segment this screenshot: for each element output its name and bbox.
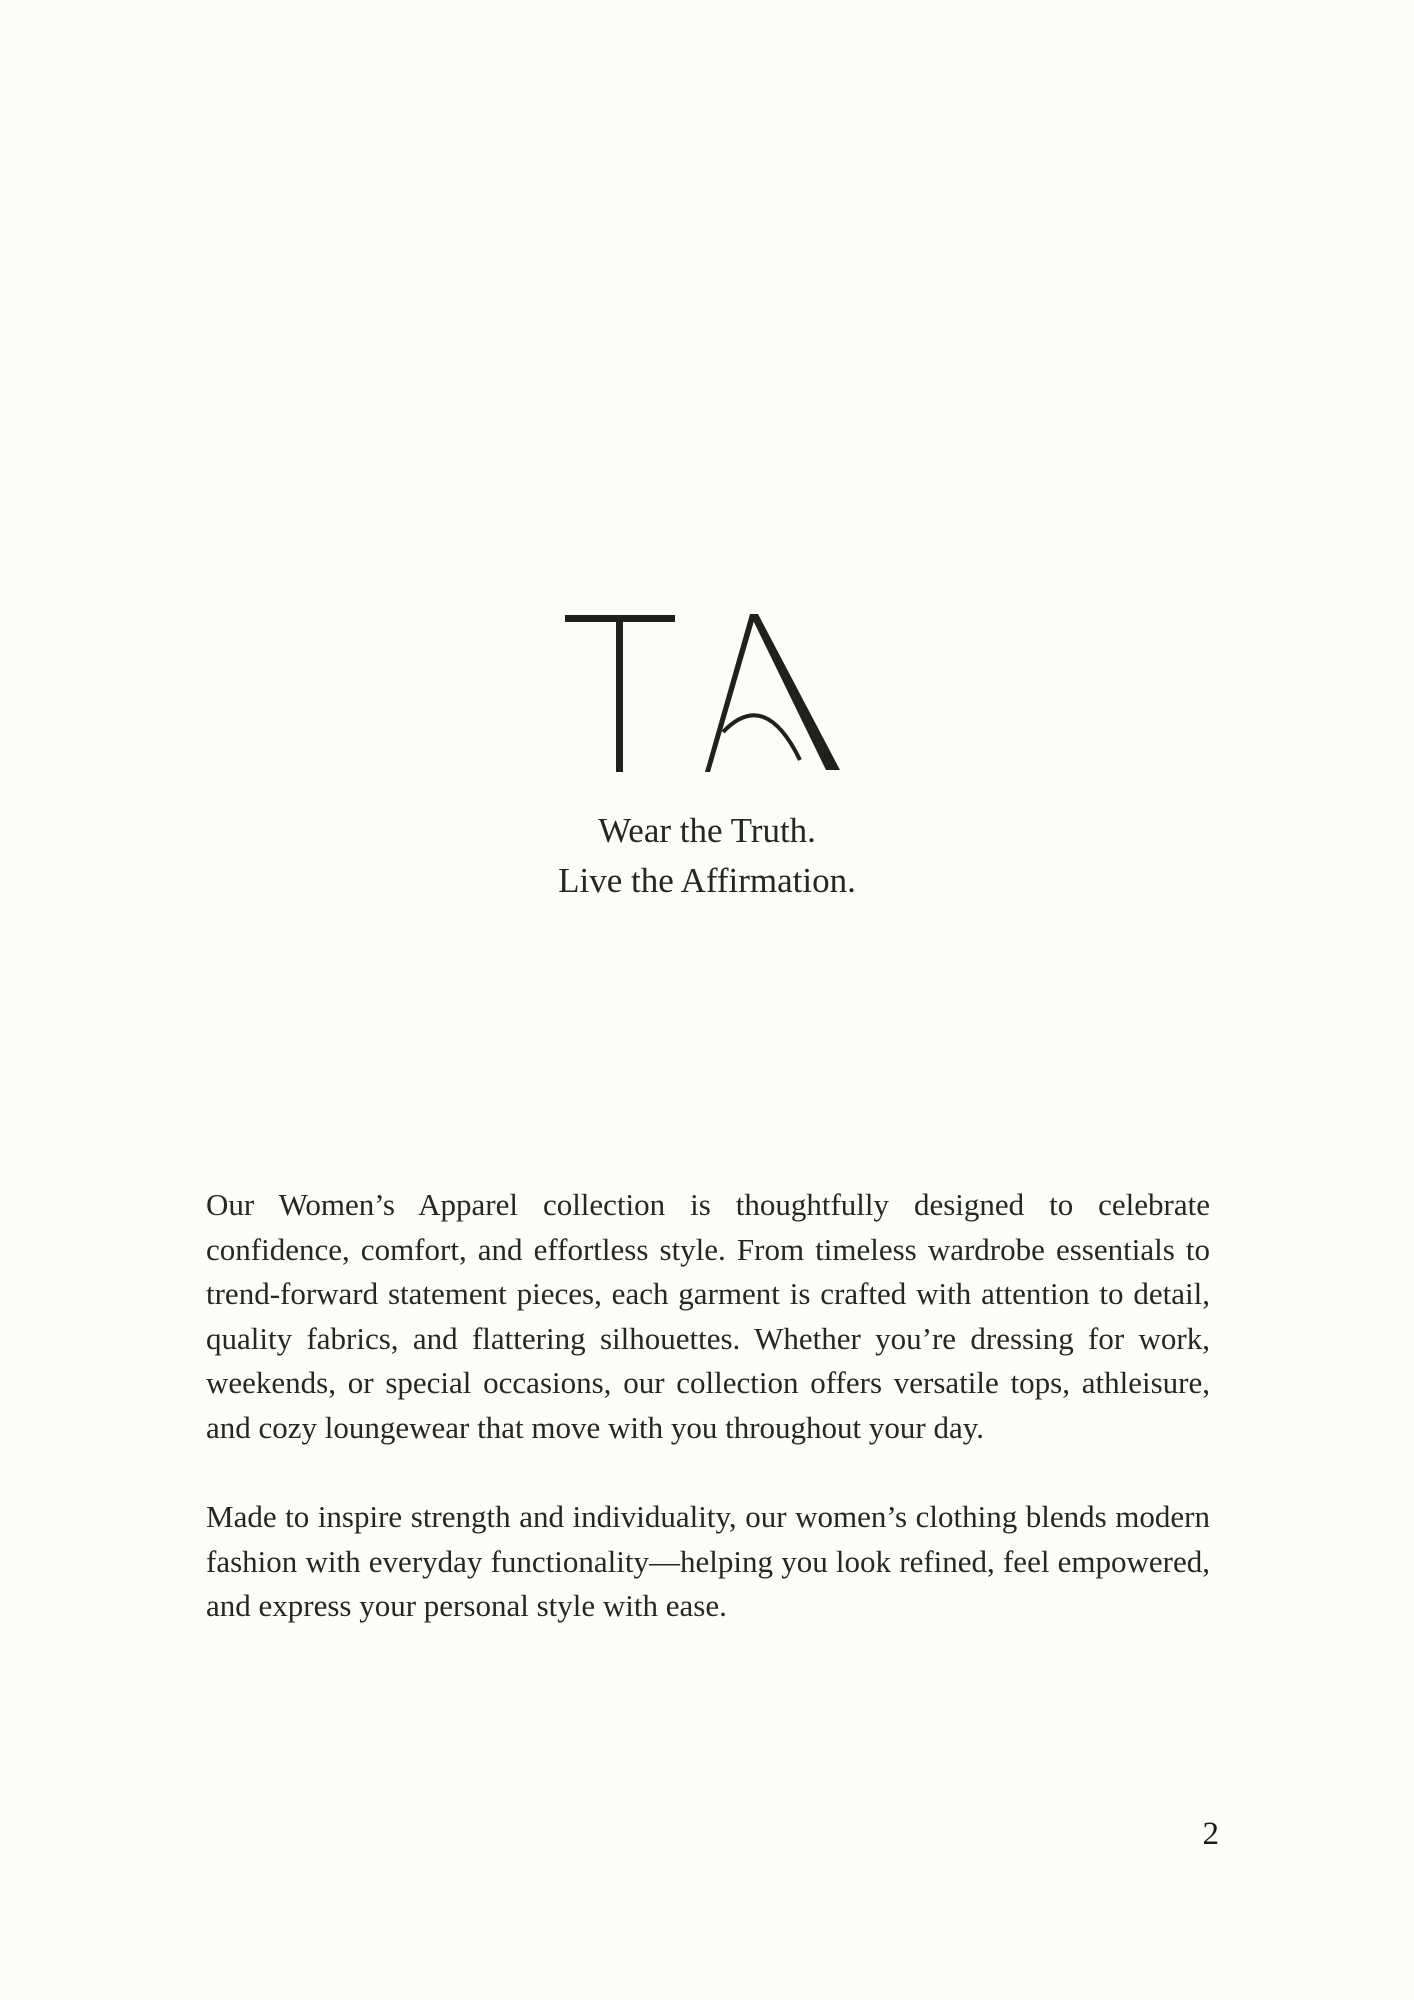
body-copy [206,1183,1210,1629]
tagline-line-1: Wear the Truth. [598,811,816,850]
tagline [0,806,1414,906]
body-paragraph-2: Made to inspire strength and individuality, our women’s clothing blends modern fashion with everyday functionality—helping you look refined, feel empowered, and express your personal style with ease. [206,1499,1210,1624]
ta-monogram-logo [560,610,850,780]
tagline-line-2: Live the Affirmation. [558,861,856,900]
body-paragraph-1: Our Women’s Apparel collection is thoughtfully designed to celebrate confidence, comfort, and effortless style. From timeless wardrobe essentials to trend-forward statement pieces, each garment is crafted with attention to detail, quality fabrics, and flattering silhouettes. Whether you’re dressing for work, weekends, or special occasions, our collection offers versatile tops, athleisure, and cozy loungewear that move with you throughout your day. [206,1187,1210,1445]
page-number: 2 [1202,1816,1219,1852]
